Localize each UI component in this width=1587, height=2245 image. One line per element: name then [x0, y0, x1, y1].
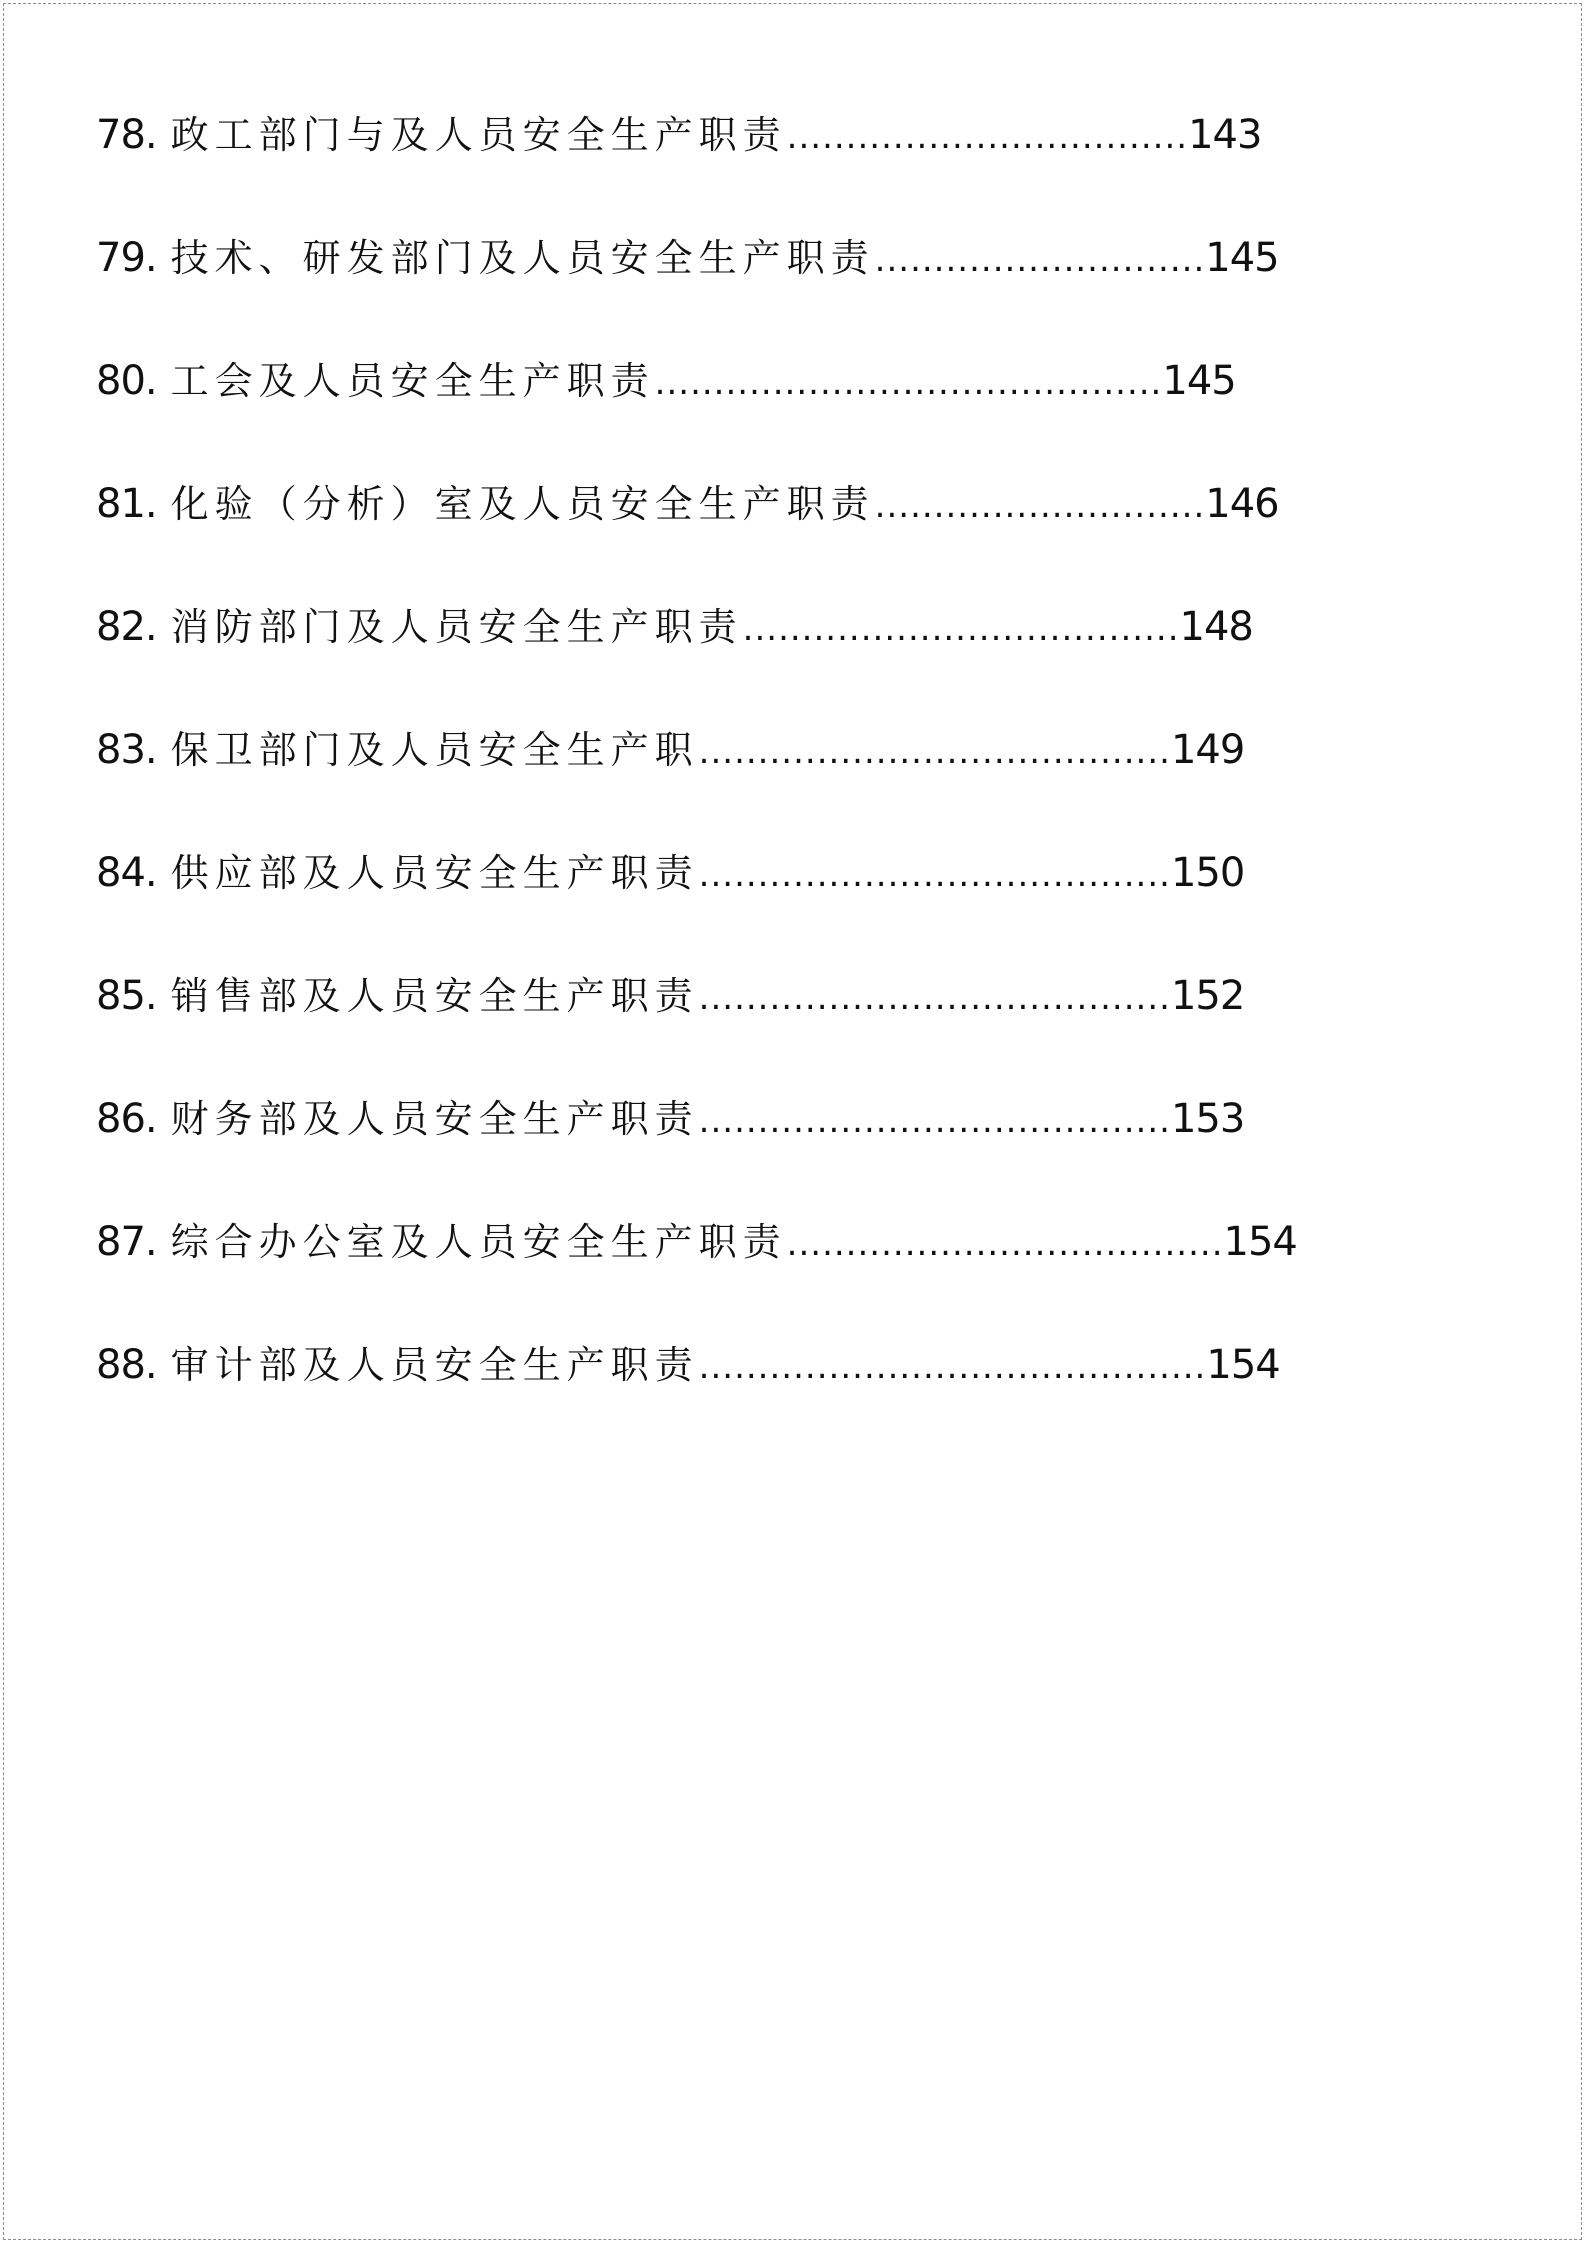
toc-page-number: 154: [1206, 1342, 1280, 1388]
toc-entry-number: 83.: [96, 727, 157, 773]
toc-page-number: 146: [1205, 481, 1279, 527]
toc-dot-leader: ........................................: [698, 978, 1171, 1018]
toc-entry-title: 工会及人员安全生产职责: [170, 359, 655, 403]
toc-dot-leader: ........................................: [698, 855, 1171, 895]
toc-page-number: 143: [1188, 112, 1262, 158]
toc-entry-number: 79.: [96, 235, 157, 281]
toc-entry-number: 85.: [96, 973, 157, 1019]
toc-page-number: 148: [1179, 604, 1253, 650]
toc-entry-81[interactable]: [96, 474, 1297, 597]
toc-page-number: 150: [1170, 850, 1245, 896]
toc-entry-number: 82.: [96, 604, 157, 650]
toc-entry-title: 销售部及人员安全生产职责: [170, 974, 699, 1018]
toc-entry-84[interactable]: [96, 843, 1297, 966]
toc-dot-leader: .....................................: [742, 609, 1180, 649]
toc-page-number: 145: [1162, 358, 1236, 404]
toc-dot-leader: ............................: [874, 240, 1206, 280]
toc-page-number: 153: [1170, 1096, 1245, 1142]
toc-entry-title: 审计部及人员安全生产职责: [170, 1343, 699, 1387]
toc-entry-82[interactable]: [96, 597, 1297, 720]
toc-page-number: 152: [1170, 973, 1245, 1019]
toc-entry-83[interactable]: [96, 720, 1297, 843]
table-of-contents: [96, 105, 1297, 1458]
toc-dot-leader: ...........................................: [698, 1347, 1207, 1387]
toc-entry-79[interactable]: [96, 228, 1297, 351]
toc-entry-number: 78.: [96, 112, 157, 158]
toc-entry-number: 81.: [96, 481, 157, 527]
toc-page-number: 154: [1223, 1219, 1297, 1265]
toc-entry-title: 政工部门与及人员安全生产职责: [170, 113, 787, 157]
toc-entry-number: 84.: [96, 850, 157, 896]
toc-entry-number: 86.: [96, 1096, 157, 1142]
toc-entry-number: 88.: [96, 1342, 157, 1388]
toc-entry-title: 技术、研发部门及人员安全生产职责: [170, 236, 875, 280]
toc-entry-title: 保卫部门及人员安全生产职: [170, 728, 699, 772]
toc-page-number: 145: [1205, 235, 1279, 281]
toc-entry-87[interactable]: [96, 1212, 1297, 1335]
toc-dot-leader: ........................................: [698, 732, 1171, 772]
toc-dot-leader: .....................................: [786, 1224, 1224, 1264]
toc-entry-85[interactable]: [96, 966, 1297, 1089]
toc-entry-title: 化验（分析）室及人员安全生产职责: [170, 482, 875, 526]
toc-entry-number: 87.: [96, 1219, 157, 1265]
toc-dot-leader: ........................................: [698, 1101, 1171, 1141]
toc-entry-86[interactable]: [96, 1089, 1297, 1212]
toc-entry-title: 供应部及人员安全生产职责: [170, 851, 699, 895]
toc-entry-78[interactable]: [96, 105, 1297, 228]
toc-entry-number: 80.: [96, 358, 157, 404]
toc-entry-title: 综合办公室及人员安全生产职责: [170, 1220, 787, 1264]
toc-dot-leader: ...........................................: [654, 363, 1163, 403]
toc-page-number: 149: [1170, 727, 1245, 773]
toc-entry-title: 消防部门及人员安全生产职责: [170, 605, 743, 649]
toc-entry-88[interactable]: [96, 1335, 1297, 1458]
toc-dot-leader: ..................................: [786, 117, 1189, 157]
toc-dot-leader: ............................: [874, 486, 1206, 526]
toc-entry-title: 财务部及人员安全生产职责: [170, 1097, 699, 1141]
toc-entry-80[interactable]: [96, 351, 1297, 474]
